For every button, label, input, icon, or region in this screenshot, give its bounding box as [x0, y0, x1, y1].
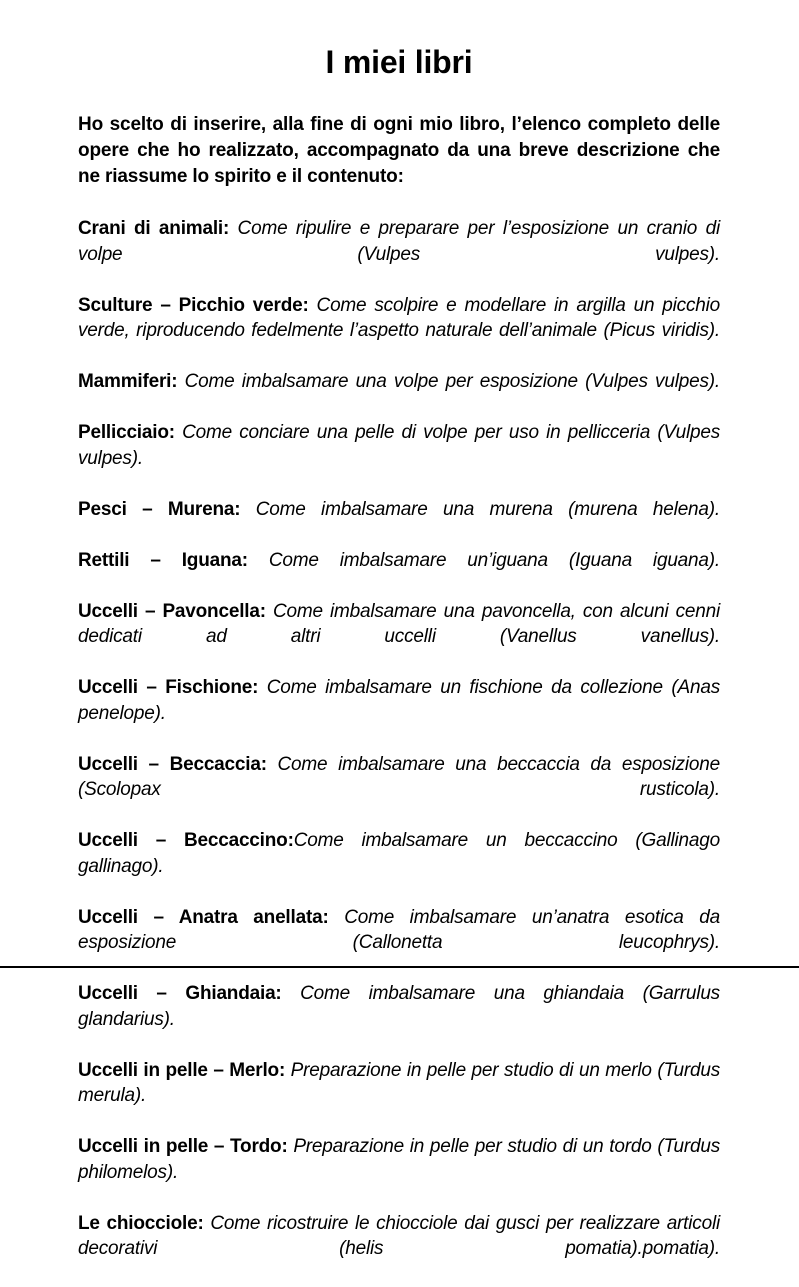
- book-title-label: Sculture – Picchio verde:: [78, 295, 309, 316]
- book-title-label: Le chiocciole:: [78, 1213, 204, 1234]
- list-item: [78, 828, 720, 905]
- book-title-label: Pesci – Murena:: [78, 499, 240, 520]
- list-item: [78, 548, 720, 599]
- list-item: [78, 369, 720, 420]
- list-item: [78, 675, 720, 752]
- book-description: Come imbalsamare una ghiandaia (Garrulus glandarius).: [78, 983, 720, 1030]
- book-description: Preparazione in pelle per studio di un tordo (Turdus philomelos).: [78, 1136, 720, 1183]
- book-title-label: Rettili – Iguana:: [78, 550, 248, 571]
- list-item: [78, 216, 720, 293]
- book-description: Preparazione in pelle per studio di un merlo (Turdus merula).: [78, 1060, 720, 1107]
- list-item: [78, 752, 720, 829]
- book-title-label: Uccelli in pelle – Merlo:: [78, 1060, 285, 1081]
- book-title-label: Uccelli – Pavoncella:: [78, 601, 266, 622]
- book-description: Come imbalsamare un beccaccino (Gallinago gallinago).: [78, 830, 720, 877]
- list-item: [78, 905, 720, 982]
- book-list: [78, 190, 720, 1287]
- book-description: Come ricostruire le chiocciole dai gusci per realizzare articoli decorativi (helis pomatia).pomatia).: [78, 1213, 720, 1260]
- list-item: [78, 599, 720, 676]
- book-description: Come imbalsamare una volpe per esposizione (Vulpes vulpes).: [177, 371, 720, 392]
- book-title-label: Uccelli – Beccaccino:: [78, 830, 294, 851]
- book-description: Come imbalsamare una pavoncella, con alcuni cenni dedicati ad altri uccelli (Vanellus vanellus).: [78, 601, 720, 648]
- book-title-label: Crani di animali:: [78, 218, 229, 239]
- book-description: Come conciare una pelle di volpe per uso in pellicceria (Vulpes vulpes).: [78, 422, 720, 469]
- book-description: Come imbalsamare un’anatra esotica da esposizione (Callonetta leucophrys).: [78, 907, 720, 954]
- book-title-label: Uccelli – Fischione:: [78, 677, 258, 698]
- book-description: Come scolpire e modellare in argilla un picchio verde, riproducendo fedelmente l’aspetto naturale dell’animale (Picus viridis).: [78, 295, 720, 342]
- book-description: Come imbalsamare un’iguana (Iguana iguana).: [248, 550, 720, 571]
- list-item: [78, 1058, 720, 1135]
- book-description: Come imbalsamare una beccaccia da esposizione (Scolopax rusticola).: [78, 754, 720, 801]
- list-item: [78, 497, 720, 548]
- book-description: Come imbalsamare un fischione da collezione (Anas penelope).: [78, 677, 720, 724]
- book-title-label: Mammiferi:: [78, 371, 177, 392]
- book-title-label: Uccelli – Ghiandaia:: [78, 983, 282, 1004]
- book-title-label: Uccelli in pelle – Tordo:: [78, 1136, 288, 1157]
- document-body: [78, 0, 720, 1287]
- list-item: [78, 293, 720, 370]
- book-title-label: Uccelli – Anatra anellata:: [78, 907, 329, 928]
- book-description: Come imbalsamare una murena (murena helena).: [240, 499, 720, 520]
- book-title-label: Pellicciaio:: [78, 422, 175, 443]
- book-title-label: Uccelli – Beccaccia:: [78, 754, 267, 775]
- intro-paragraph: Ho scelto di inserire, alla fine di ogni mio libro, l’elenco completo delle opere che ho realizzato, accompagnato da una breve descrizione che ne riassume lo spirito e il contenuto:: [78, 82, 720, 190]
- list-item: [78, 420, 720, 497]
- list-item: [78, 1211, 720, 1287]
- list-item: [78, 1134, 720, 1211]
- list-item: [78, 981, 720, 1058]
- page-title: I miei libri: [78, 0, 720, 82]
- book-description: Come ripulire e preparare per l’esposizione un cranio di volpe (Vulpes vulpes).: [78, 218, 720, 265]
